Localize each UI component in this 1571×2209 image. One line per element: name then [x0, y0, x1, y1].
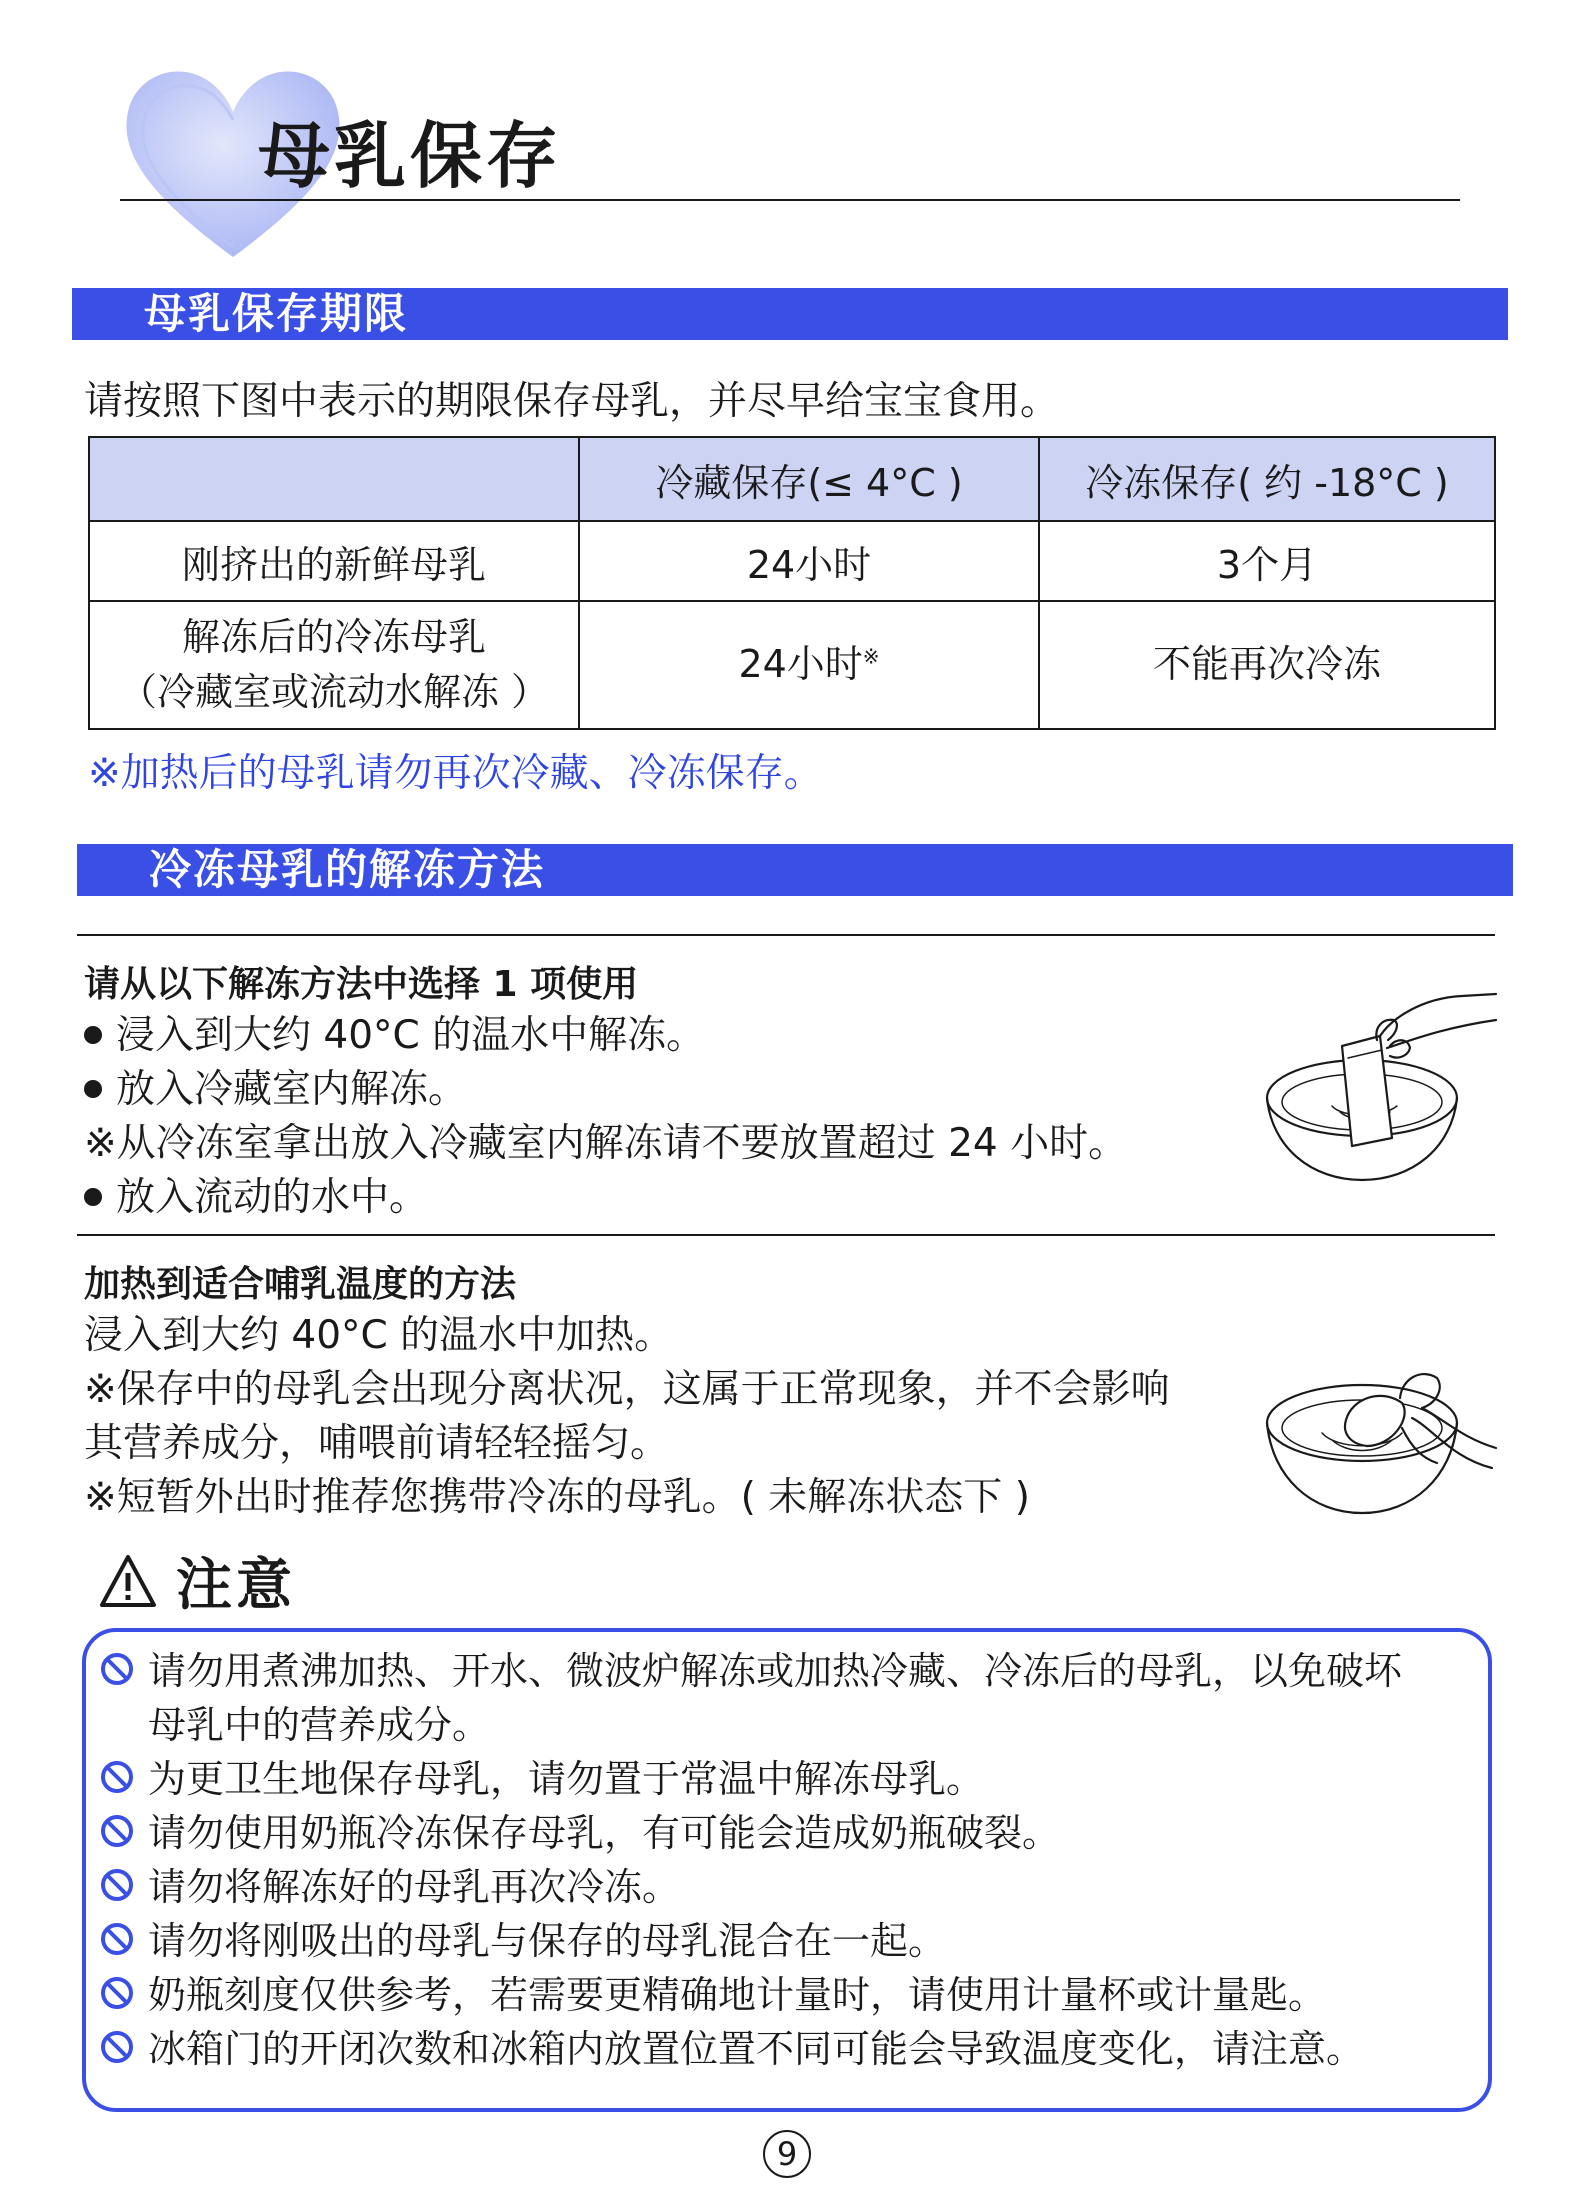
- prohibition-icon: [100, 1922, 134, 1956]
- fridge-duration-cell: [579, 601, 1039, 729]
- storage-table: [88, 436, 1496, 730]
- warm-line: 其营养成分，哺喂前请轻轻摇匀。: [84, 1421, 670, 1466]
- caution-item: 请勿使用奶瓶冷冻保存母乳，有可能会造成奶瓶破裂。: [100, 1806, 1060, 1860]
- page-title: 母乳保存: [258, 114, 563, 198]
- fridge-duration: 24小时: [738, 642, 863, 687]
- freezer-duration: 不能再次冷冻: [1039, 601, 1495, 729]
- thaw-bowl-illustration: [1262, 988, 1498, 1188]
- warm-bowl-illustration: [1262, 1328, 1498, 1528]
- warning-icon: [98, 1553, 158, 1609]
- thaw-line: 浸入到大约 40°C 的温水中解冻。: [84, 1004, 705, 1060]
- row-label-cell: [89, 601, 579, 729]
- prohibition-icon: [100, 2030, 134, 2064]
- table-row: [89, 521, 1495, 601]
- caution-item: 冰箱门的开闭次数和冰箱内放置位置不同可能会导致温度变化，请注意。: [100, 2022, 1364, 2076]
- caution-item: 为更卫生地保存母乳，请勿置于常温中解冻母乳。: [100, 1752, 984, 1806]
- caution-title: 注意: [176, 1553, 296, 1618]
- divider: [77, 1234, 1495, 1236]
- prohibition-icon: [100, 1868, 134, 1902]
- caution-item: 请勿将解冻好的母乳再次冷冻。: [100, 1860, 680, 1914]
- row-label-note: （冷藏室或流动水解冻 ）: [118, 670, 550, 714]
- thaw-note: ※从冷冻室拿出放入冷藏室内解冻请不要放置超过 24 小时。: [84, 1121, 1128, 1166]
- divider: [77, 934, 1495, 936]
- fridge-duration: 24小时: [579, 521, 1039, 601]
- table-header-fridge: 冷藏保存(≤ 4°C ): [579, 437, 1039, 521]
- prohibition-icon: [100, 1976, 134, 2010]
- page-number: 9: [763, 2130, 811, 2178]
- row-label: 解冻后的冷冻母乳: [181, 614, 486, 659]
- warm-line: ※保存中的母乳会出现分离状况，这属于正常现象，并不会影响: [84, 1367, 1170, 1412]
- storage-intro: 请按照下图中表示的期限保存母乳，并尽早给宝宝食用。: [84, 379, 1060, 424]
- warm-line: 浸入到大约 40°C 的温水中加热。: [84, 1313, 674, 1358]
- table-row: [89, 601, 1495, 729]
- warm-line: ※短暂外出时推荐您携带冷冻的母乳。( 未解冻状态下 ): [84, 1475, 1030, 1520]
- table-header-freezer: 冷冻保存( 约 -18°C ): [1039, 437, 1495, 521]
- section-heading-thaw-method: 冷冻母乳的解冻方法: [77, 844, 1513, 896]
- caution-item: 请勿将刚吸出的母乳与保存的母乳混合在一起。: [100, 1914, 946, 1968]
- prohibition-icon: [100, 1652, 134, 1686]
- title-divider: [120, 199, 1460, 201]
- thaw-subheading: 请从以下解冻方法中选择 1 项使用: [84, 964, 639, 1005]
- caution-item: 请勿用煮沸加热、开水、微波炉解冻或加热冷藏、冷冻后的母乳，以免破坏 母乳中的营养成分。: [100, 1644, 1402, 1752]
- thaw-line: 放入流动的水中。: [84, 1166, 428, 1222]
- prohibition-icon: [100, 1814, 134, 1848]
- table-header-empty: [89, 437, 579, 521]
- section-heading-storage-period: 母乳保存期限: [72, 288, 1508, 340]
- bullet-icon: [84, 1188, 102, 1206]
- footnote-mark: ※: [862, 644, 880, 669]
- warm-subheading: 加热到适合哺乳温度的方法: [84, 1264, 517, 1305]
- caution-header: [98, 1548, 296, 1618]
- heating-footnote: ※加热后的母乳请勿再次冷藏、冷冻保存。: [88, 751, 823, 796]
- thaw-line: 放入冷藏室内解冻。: [84, 1058, 467, 1114]
- bullet-icon: [84, 1026, 102, 1044]
- caution-item: 奶瓶刻度仅供参考，若需要更精确地计量时，请使用计量杯或计量匙。: [100, 1968, 1326, 2022]
- prohibition-icon: [100, 1760, 134, 1794]
- bullet-icon: [84, 1080, 102, 1098]
- freezer-duration: 3个月: [1039, 521, 1495, 601]
- row-label: 刚挤出的新鲜母乳: [89, 521, 579, 601]
